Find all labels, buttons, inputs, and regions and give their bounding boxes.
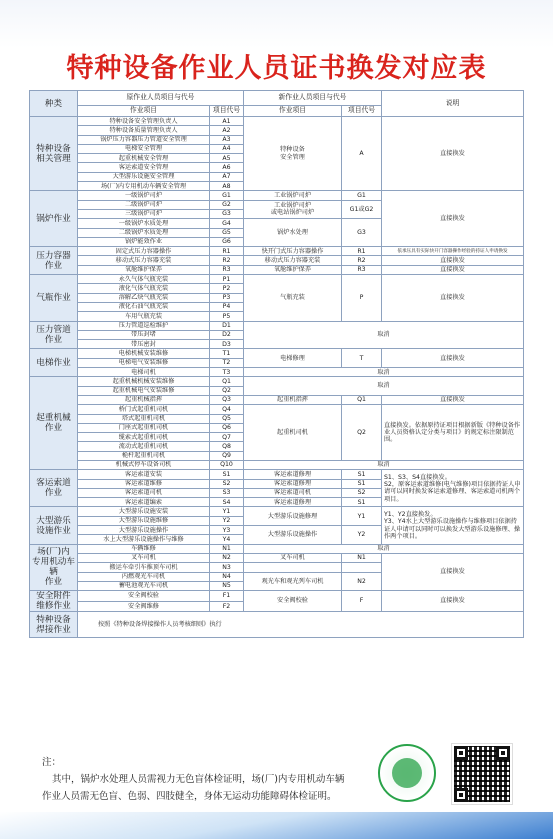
old-code: P4 [210,302,244,311]
new-code-empty [342,563,382,572]
old-code: A8 [210,182,244,191]
remark: Y1、Y2直接换发。 Y3、Y4水上大型游乐设施操作与维修项目依据持证人申请可以同时可以换发大型游乐设施修理、操作两个项目。 [382,507,524,544]
old-item: 一级锅炉水质处理 [78,219,210,228]
old-item: 三级锅炉司炉 [78,209,210,218]
old-item: 特种设备安全管理负责人 [78,117,210,126]
category-cell: 电梯作业 [30,349,78,377]
new-code: S1 [342,470,382,479]
old-code: Y4 [210,535,244,544]
category-cell: 安全附件 维修作业 [30,591,78,612]
new-item: 移动式压力容器充装 [244,256,342,265]
old-item: 搬运车牵引车推顶车司机 [78,563,210,572]
old-item: 特种设备质量管理负责人 [78,126,210,135]
old-item: 流动式起重机司机 [78,442,210,451]
old-code: Y3 [210,526,244,535]
remark: 直接换发。依据原持证项目根据新版《特种设备作业人员资格认定分类与项目》的规定标注限制范围。 [382,405,524,461]
header-new-item: 作业项目 [244,106,342,117]
new-item: 大型游乐设施操作 [244,526,342,545]
new-item: 客运索道修理 [244,498,342,507]
remark: 依承压具有实际快开门容器操作经验的持证人申请换发 [382,247,524,256]
old-item: 内燃观光车司机 [78,572,210,581]
old-code: Q8 [210,442,244,451]
old-code: N1 [210,544,244,553]
old-item: 缆索式起重机司机 [78,433,210,442]
header-band [0,0,553,48]
old-code: A3 [210,135,244,144]
old-item: 桅杆起重机司机 [78,451,210,460]
old-item: 客运索道司机 [78,488,210,497]
old-item: 门座式起重机司机 [78,423,210,432]
category-cell: 压力容器 作业 [30,247,78,275]
category-cell: 客运索道 作业 [30,470,78,507]
new-code: N2 [342,572,382,591]
old-code: A7 [210,172,244,181]
new-item: 客运索道司机 [244,488,342,497]
old-code: Q3 [210,395,244,404]
header-old-code: 项目代号 [210,106,244,117]
old-code: G5 [210,228,244,237]
category-cell: 起重机械 作业 [30,377,78,470]
new-code: R3 [342,265,382,274]
old-item: 固定式压力容器操作 [78,247,210,256]
old-code: N4 [210,572,244,581]
old-item: 二级锅炉司炉 [78,200,210,209]
new-code: G1 [342,191,382,200]
old-item: 水上大型游乐设施操作与维修 [78,535,210,544]
new-code: R2 [342,256,382,265]
remark-cancel: 取消 [244,544,524,553]
remark: 直接换发 [382,265,524,274]
new-code: F [342,591,382,612]
welding-note: 按照《特种设备焊接操作人员考核细则》执行 [78,612,524,638]
category-cell: 特种设备 相关管理 [30,117,78,191]
new-item: 快开门式压力容器操作 [244,247,342,256]
new-code: Q2 [342,405,382,461]
old-item: 一级锅炉司炉 [78,191,210,200]
old-code: G3 [210,209,244,218]
new-code: S2 [342,488,382,497]
old-item: 客运索道安装 [78,470,210,479]
new-code: G3 [342,219,382,247]
old-code: F2 [210,601,244,612]
remark: 直接换发 [382,349,524,368]
old-item: 客运索道安全管理 [78,163,210,172]
association-seal-logo [378,744,436,802]
note-line-2: 作业人员需无色盲、色弱、四肢健全，身体无运动功能障碍体检证明。 [42,791,337,802]
old-item: 带压封堵 [78,330,210,339]
old-code: D2 [210,330,244,339]
new-item: 工业锅炉司炉 或电站锅炉司炉 [244,200,342,219]
old-item: 大型游乐设施安装 [78,507,210,516]
old-item: 锅炉压力容器压力管道安全管理 [78,135,210,144]
remark-cancel: 取消 [244,368,524,377]
qr-code-icon [452,744,512,804]
old-code: D1 [210,321,244,330]
header-old-item: 作业项目 [78,106,210,117]
old-code: T1 [210,349,244,358]
qr-finder-icon [496,746,510,760]
old-code: A1 [210,117,244,126]
old-item: 客运索道编索 [78,498,210,507]
note-label: 注： [42,757,62,768]
old-code: Q5 [210,414,244,423]
old-item: 氧舱维护保养 [78,265,210,274]
old-item: 压力管道巡检维护 [78,321,210,330]
old-item: 大型游乐设施安全管理 [78,172,210,181]
category-cell: 锅炉作业 [30,191,78,247]
old-code: S4 [210,498,244,507]
old-code: S1 [210,470,244,479]
old-code: Q7 [210,433,244,442]
old-item: 场(厂)内专用机动车辆安全管理 [78,182,210,191]
old-code: R1 [210,247,244,256]
page-title: 特种设备作业人员证书换发对应表 [66,53,487,84]
new-code: T [342,349,382,368]
footer-wave [0,812,553,839]
certificate-table [29,90,524,638]
old-code: Q1 [210,377,244,386]
old-item: 叉车司机 [78,553,210,562]
old-code: S3 [210,488,244,497]
old-item: 电梯电气安装维修 [78,358,210,367]
category-cell: 气瓶作业 [30,275,78,321]
old-code: T2 [210,358,244,367]
old-code: N5 [210,581,244,590]
old-code: A6 [210,163,244,172]
old-code: G1 [210,191,244,200]
old-item: 起重机械安全管理 [78,154,210,163]
old-code: S2 [210,479,244,488]
old-code: R3 [210,265,244,274]
old-code: Q10 [210,460,244,469]
old-item: 起重机械机械安装维修 [78,377,210,386]
old-code: N3 [210,563,244,572]
old-code: Q2 [210,386,244,395]
old-item: 电梯机械安装维修 [78,349,210,358]
old-code: G4 [210,219,244,228]
new-item-empty [244,563,342,572]
new-item: 观光车和观光列车司机 [244,572,342,591]
old-item: 带压密封 [78,340,210,349]
old-item: 机械式停车设备司机 [78,460,210,469]
old-item: 电梯司机 [78,368,210,377]
header-remark: 说明 [382,91,524,117]
old-item: 溶解乙炔气瓶充装 [78,293,210,302]
old-code: Q4 [210,405,244,414]
old-item: 大型游乐设施维修 [78,516,210,525]
qr-finder-icon [454,788,468,802]
old-code: R2 [210,256,244,265]
old-item: 客运索道维修 [78,479,210,488]
remark: 直接换发 [382,553,524,590]
new-item: 客运索道修理 [244,479,342,488]
new-item: 客运索道修理 [244,470,342,479]
old-item: 起重机械电气安装维修 [78,386,210,395]
new-code: P [342,275,382,321]
header-new-code: 项目代号 [342,106,382,117]
old-code: D3 [210,340,244,349]
header-new: 新作业人员项目与代号 [244,91,382,106]
new-item: 起重机司机 [244,405,342,461]
new-item: 特种设备 安全管理 [244,117,342,191]
old-item: 锅炉能效作业 [78,237,210,246]
old-item: 桥门式起重机司机 [78,405,210,414]
category-cell: 大型游乐 设施作业 [30,507,78,544]
old-item: 移动式压力容器充装 [78,256,210,265]
old-code: P5 [210,312,244,321]
seal-emblem-icon [392,758,422,788]
old-code: P3 [210,293,244,302]
new-item: 气瓶充装 [244,275,342,321]
old-item: 车用气瓶充装 [78,312,210,321]
new-item: 氧舱维护保养 [244,265,342,274]
note-line-1: 其中，锅炉水处理人员需视力无色盲体检证明，场(厂)内专用机动车辆 [52,774,345,785]
remark: 直接换发 [382,275,524,321]
remark-cancel: 取消 [244,377,524,396]
old-code: T3 [210,368,244,377]
old-item: 蓄电池观光车司机 [78,581,210,590]
old-item: 二级锅炉水质处理 [78,228,210,237]
footer-note [42,754,372,805]
old-code: P1 [210,275,244,284]
remark: 直接换发 [382,591,524,612]
old-code: A2 [210,126,244,135]
old-code: G6 [210,237,244,246]
old-code: Q9 [210,451,244,460]
old-item: 液化石油气瓶充装 [78,302,210,311]
remark: S1、S3、S4直接换发。 S2，原客运索道维修(电气维修)项目依据持证人申请可以同时换发客运索道修理、客运索道司机两个项目。 [382,470,524,507]
remark-cancel: 取消 [244,460,524,469]
old-item: 车辆维修 [78,544,210,553]
old-code: P2 [210,284,244,293]
old-code: A5 [210,154,244,163]
old-item: 安全阀校验 [78,591,210,602]
remark: 直接换发 [382,117,524,191]
remark: 直接换发 [382,256,524,265]
old-code: Q6 [210,423,244,432]
new-item: 安全阀校验 [244,591,342,612]
old-code: Y1 [210,507,244,516]
new-code: S1 [342,479,382,488]
old-item: 液化气体气瓶充装 [78,284,210,293]
new-item: 锅炉水处理 [244,219,342,247]
old-item: 电梯安全管理 [78,144,210,153]
new-code: N1 [342,553,382,562]
old-code: N2 [210,553,244,562]
old-code: F1 [210,591,244,602]
remark: 直接换发 [382,395,524,404]
new-item: 起重机指挥 [244,395,342,404]
old-item: 永久气体气瓶充装 [78,275,210,284]
remark: 直接换发 [382,191,524,247]
old-code: A4 [210,144,244,153]
header-old: 原作业人员项目与代号 [78,91,244,106]
category-cell: 特种设备 焊接作业 [30,612,78,638]
category-cell: 压力管道 作业 [30,321,78,349]
new-code: R1 [342,247,382,256]
category-cell: 场(厂)内 专用机动车辆 作业 [30,544,78,590]
qr-finder-icon [454,746,468,760]
new-item: 电梯修理 [244,349,342,368]
old-item: 起重机械指挥 [78,395,210,404]
old-code: Y2 [210,516,244,525]
new-code: Y1 [342,507,382,526]
new-item: 叉车司机 [244,553,342,562]
new-item: 工业锅炉司炉 [244,191,342,200]
new-code: A [342,117,382,191]
remark-cancel: 取消 [244,321,524,349]
new-code: G1或G2 [342,200,382,219]
new-item: 大型游乐设施修理 [244,507,342,526]
old-item: 塔式起重机司机 [78,414,210,423]
old-code: G2 [210,200,244,209]
old-item: 大型游乐设施操作 [78,526,210,535]
new-code: Q1 [342,395,382,404]
old-item: 安全阀维修 [78,601,210,612]
new-code: S1 [342,498,382,507]
new-code: Y2 [342,526,382,545]
header-category: 种类 [30,91,78,117]
